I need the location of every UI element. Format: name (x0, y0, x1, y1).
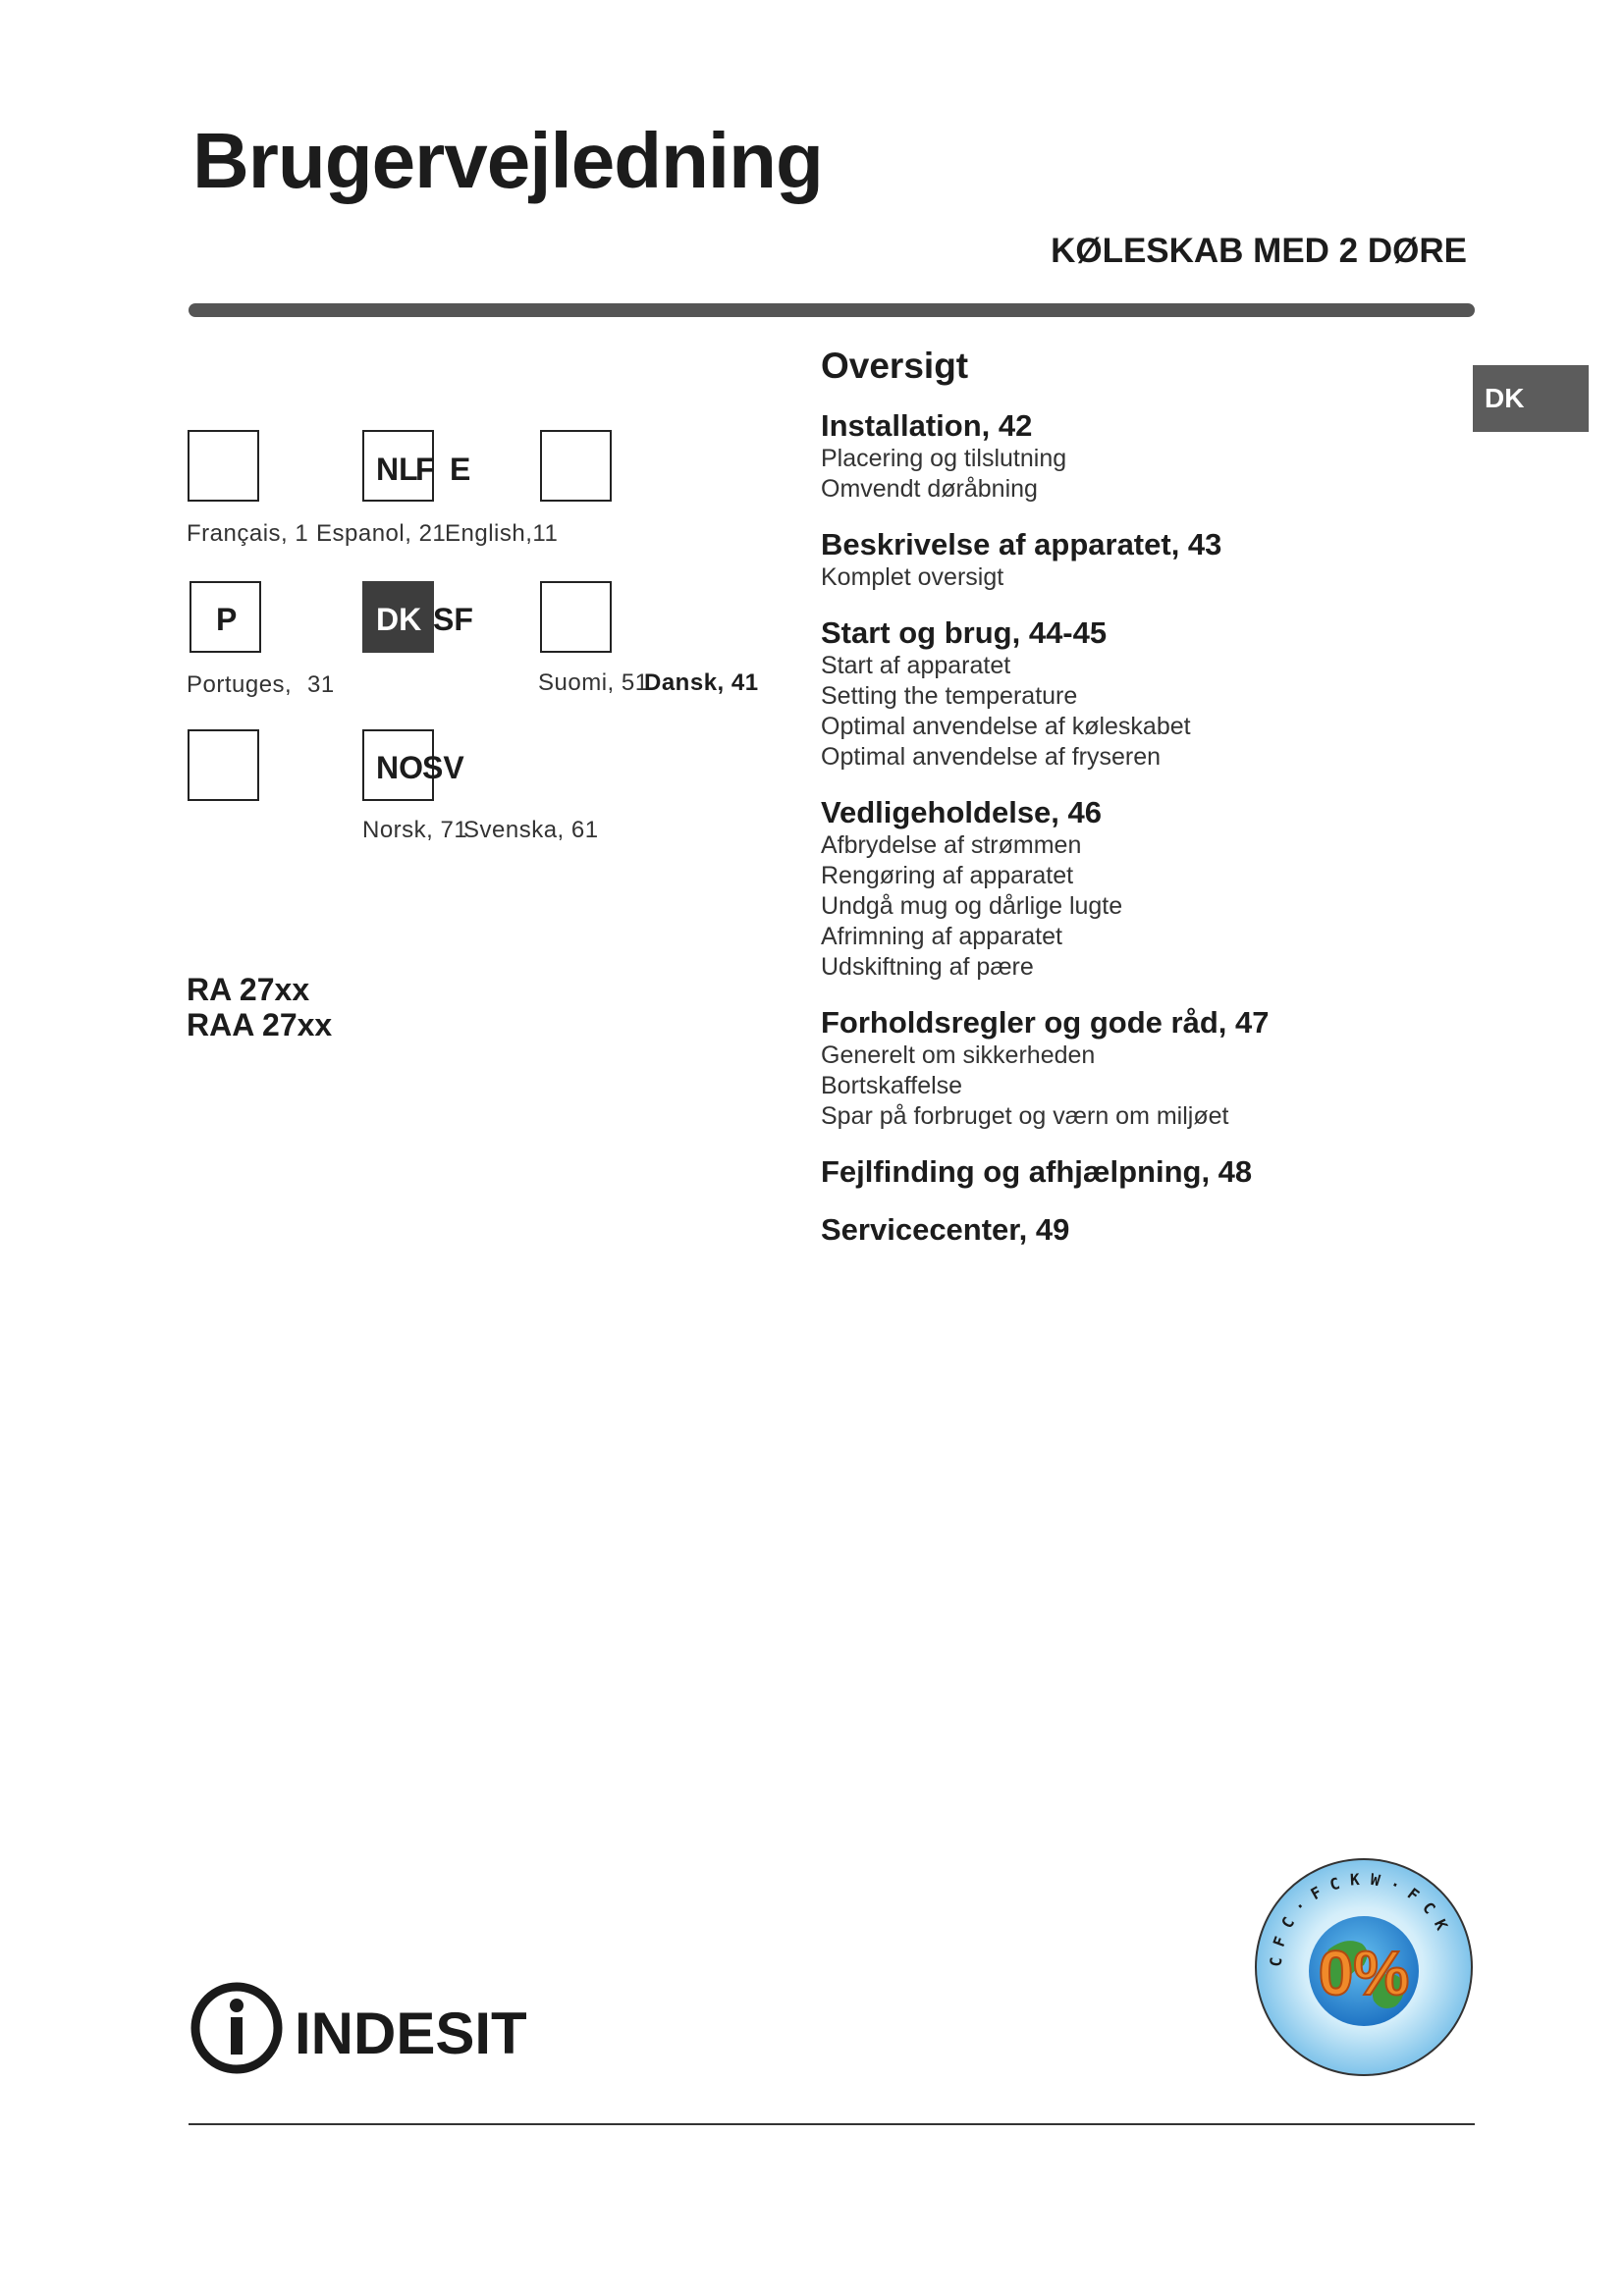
toc-section-title: Vedligeholdelse, 46 (821, 795, 1103, 829)
language-label-espanol: Espanol, 21 (316, 520, 447, 547)
footer-divider (189, 2123, 1475, 2125)
badge-center-text: 0% (1318, 1938, 1410, 2008)
indesit-logo-icon (189, 1979, 562, 2077)
toc-item: Spar på forbruget og værn om miljøet (821, 1102, 1229, 1130)
language-label-norsk: Norsk, 71 (362, 817, 468, 843)
toc-item: Afbrydelse af strømmen (821, 831, 1082, 859)
toc-item: Komplet oversigt (821, 563, 1004, 591)
language-label-francais: Français, 1 (187, 520, 309, 547)
toc-section-servicecenter (821, 1212, 1449, 1248)
badge-ring-text: CFC·FCKW·FCK (1266, 1869, 1456, 1968)
brand-name: INDESIT (295, 2001, 527, 2066)
language-code-sf: SF (433, 602, 473, 637)
language-code-e: E (450, 452, 471, 487)
model-number: RAA 27xx (187, 1007, 333, 1042)
language-label-svenska: Svenska, 61 (463, 817, 599, 843)
toc-section-installation (821, 408, 1449, 505)
language-box-e (540, 430, 612, 502)
cfc-free-badge-icon (1252, 1855, 1476, 2079)
toc-item: Afrimning af apparatet (821, 923, 1062, 950)
toc-item: Udskiftning af pære (821, 953, 1034, 981)
toc-section-forholdsregler (821, 1005, 1449, 1132)
language-code-dk: DK (376, 602, 422, 637)
language-label-dansk: Dansk, 41 (644, 669, 759, 696)
toc-section-beskrivelse (821, 527, 1449, 593)
toc-section-title: Forholdsregler og gode råd, 47 (821, 1005, 1270, 1040)
toc-section-fejlfinding (821, 1154, 1449, 1190)
table-of-contents (821, 346, 1449, 1270)
language-tab-label: DK (1485, 383, 1525, 413)
language-box-empty (188, 729, 259, 801)
language-code-no: NO (376, 750, 423, 785)
language-label-portuges-page: 31 (307, 671, 335, 698)
toc-item: Bortskaffelse (821, 1072, 963, 1099)
document-title: Brugervejledning (192, 117, 823, 204)
toc-section-title: Installation, 42 (821, 408, 1033, 443)
toc-section-title: Start og brug, 44-45 (821, 615, 1108, 650)
toc-section-vedligeholdelse (821, 795, 1449, 983)
toc-item: Optimal anvendelse af køleskabet (821, 713, 1191, 740)
toc-item: Optimal anvendelse af fryseren (821, 743, 1162, 771)
toc-item: Setting the temperature (821, 682, 1078, 710)
language-code-nl: NL (376, 452, 418, 487)
toc-heading: Oversigt (821, 346, 969, 386)
toc-item: Generelt om sikkerheden (821, 1041, 1096, 1069)
language-box-sf (540, 581, 612, 653)
language-label-suomi: Suomi, 51 (538, 669, 649, 696)
toc-item: Placering og tilslutning (821, 445, 1067, 472)
toc-item: Rengøring af apparatet (821, 862, 1074, 889)
language-label-portuges: Portuges, (187, 671, 293, 698)
language-code-p: P (216, 602, 238, 637)
toc-item: Start af apparatet (821, 652, 1011, 679)
product-type: KØLESKAB MED 2 DØRE (1051, 232, 1467, 270)
toc-section-title: Beskrivelse af apparatet, 43 (821, 527, 1222, 561)
toc-item: Omvendt døråbning (821, 475, 1038, 503)
language-code-f: F (415, 452, 435, 487)
toc-item: Undgå mug og dårlige lugte (821, 892, 1123, 920)
model-number: RA 27xx (187, 972, 310, 1007)
toc-section-start (821, 615, 1449, 773)
toc-section-title: Servicecenter, 49 (821, 1212, 1070, 1247)
toc-section-title: Fejlfinding og afhjælpning, 48 (821, 1154, 1253, 1189)
language-tab-dk (1473, 365, 1589, 432)
language-code-sv: SV (422, 750, 464, 785)
language-label-english: English,11 (445, 520, 559, 547)
language-box-f (188, 430, 259, 502)
header-divider (189, 303, 1475, 317)
